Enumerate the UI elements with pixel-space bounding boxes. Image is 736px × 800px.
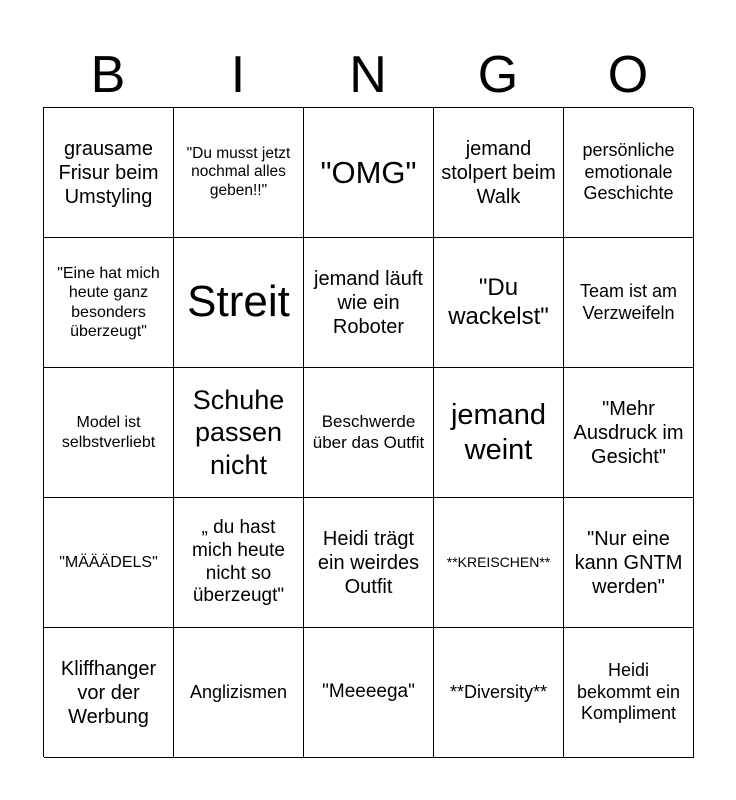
bingo-grid (43, 107, 693, 757)
bingo-cell-r2-c3[interactable] (304, 238, 434, 368)
cell-text: **KREISCHEN** (446, 554, 551, 571)
bingo-cell-r1-c3[interactable] (304, 108, 434, 238)
bingo-cell-r1-c2[interactable] (174, 108, 304, 238)
cell-text: persönliche emotionale Geschichte (582, 140, 675, 204)
bingo-cell-r5-c3[interactable] (304, 628, 434, 758)
cell-text: „ du hast mich heute nicht so überzeugt" (192, 516, 285, 607)
cell-text: "OMG" (320, 154, 417, 190)
header-letter-b: B (90, 46, 126, 104)
bingo-cell-r5-c1[interactable] (44, 628, 174, 758)
bingo-cell-r2-c1[interactable] (44, 238, 174, 368)
bingo-cell-r5-c5[interactable] (564, 628, 694, 758)
bingo-cell-r2-c4[interactable] (434, 238, 564, 368)
bingo-cell-r3-c5[interactable] (564, 368, 694, 498)
bingo-cell-r1-c1[interactable] (44, 108, 174, 238)
cell-text: Schuhe passen nicht (192, 384, 285, 480)
cell-text: jemand stolpert beim Walk (441, 137, 556, 208)
cell-text: jemand läuft wie ein Roboter (314, 267, 423, 338)
cell-text: "Meeeega" (322, 681, 415, 703)
bingo-cell-r4-c5[interactable] (564, 498, 694, 628)
header-letter-n: N (349, 46, 387, 104)
bingo-cell-r1-c4[interactable] (434, 108, 564, 238)
cell-text: Model ist selbstverliebt (61, 414, 156, 451)
bingo-cell-r4-c3[interactable] (304, 498, 434, 628)
cell-text: Kliffhanger vor der Werbung (60, 657, 157, 728)
cell-text: "Eine hat mich heute ganz besonders überzeugt" (57, 265, 160, 340)
bingo-cell-r3-c2[interactable] (174, 368, 304, 498)
cell-text: "Du wackelst" (448, 273, 549, 330)
cell-text: Streit (187, 277, 290, 327)
header-letter-o: O (607, 46, 649, 104)
cell-text: "Du musst jetzt nochmal alles geben!!" (186, 144, 291, 199)
bingo-cell-r3-c3[interactable] (304, 368, 434, 498)
bingo-cell-r5-c4[interactable] (434, 628, 564, 758)
bingo-cell-r3-c1[interactable] (44, 368, 174, 498)
bingo-cell-r4-c4[interactable] (434, 498, 564, 628)
header-letter-i: I (230, 46, 246, 104)
bingo-cell-r1-c5[interactable] (564, 108, 694, 238)
bingo-cell-r2-c2[interactable] (174, 238, 304, 368)
cell-text: "Nur eine kann GNTM werden" (574, 527, 683, 598)
bingo-cell-r5-c2[interactable] (174, 628, 304, 758)
cell-text: Heidi trägt ein weirdes Outfit (317, 527, 420, 598)
header-letter-g: G (477, 46, 519, 104)
bingo-cell-r4-c1[interactable] (44, 498, 174, 628)
cell-text: Heidi bekommt ein Kompliment (576, 660, 681, 724)
cell-text: "MÄÄÄDELS" (59, 553, 158, 571)
cell-text: "Mehr Ausdruck im Gesicht" (573, 397, 684, 468)
cell-text: Team ist am Verzweifeln (579, 280, 678, 323)
bingo-cell-r3-c4[interactable] (434, 368, 564, 498)
bingo-cell-r4-c2[interactable] (174, 498, 304, 628)
bingo-cell-r2-c5[interactable] (564, 238, 694, 368)
cell-text: jemand weint (450, 398, 547, 466)
cell-text: **Diversity** (449, 681, 548, 702)
cell-text: grausame Frisur beim Umstyling (58, 137, 159, 208)
bingo-header (43, 42, 693, 108)
cell-text: Beschwerde über das Outfit (312, 412, 425, 452)
cell-text: Anglizismen (189, 681, 288, 702)
